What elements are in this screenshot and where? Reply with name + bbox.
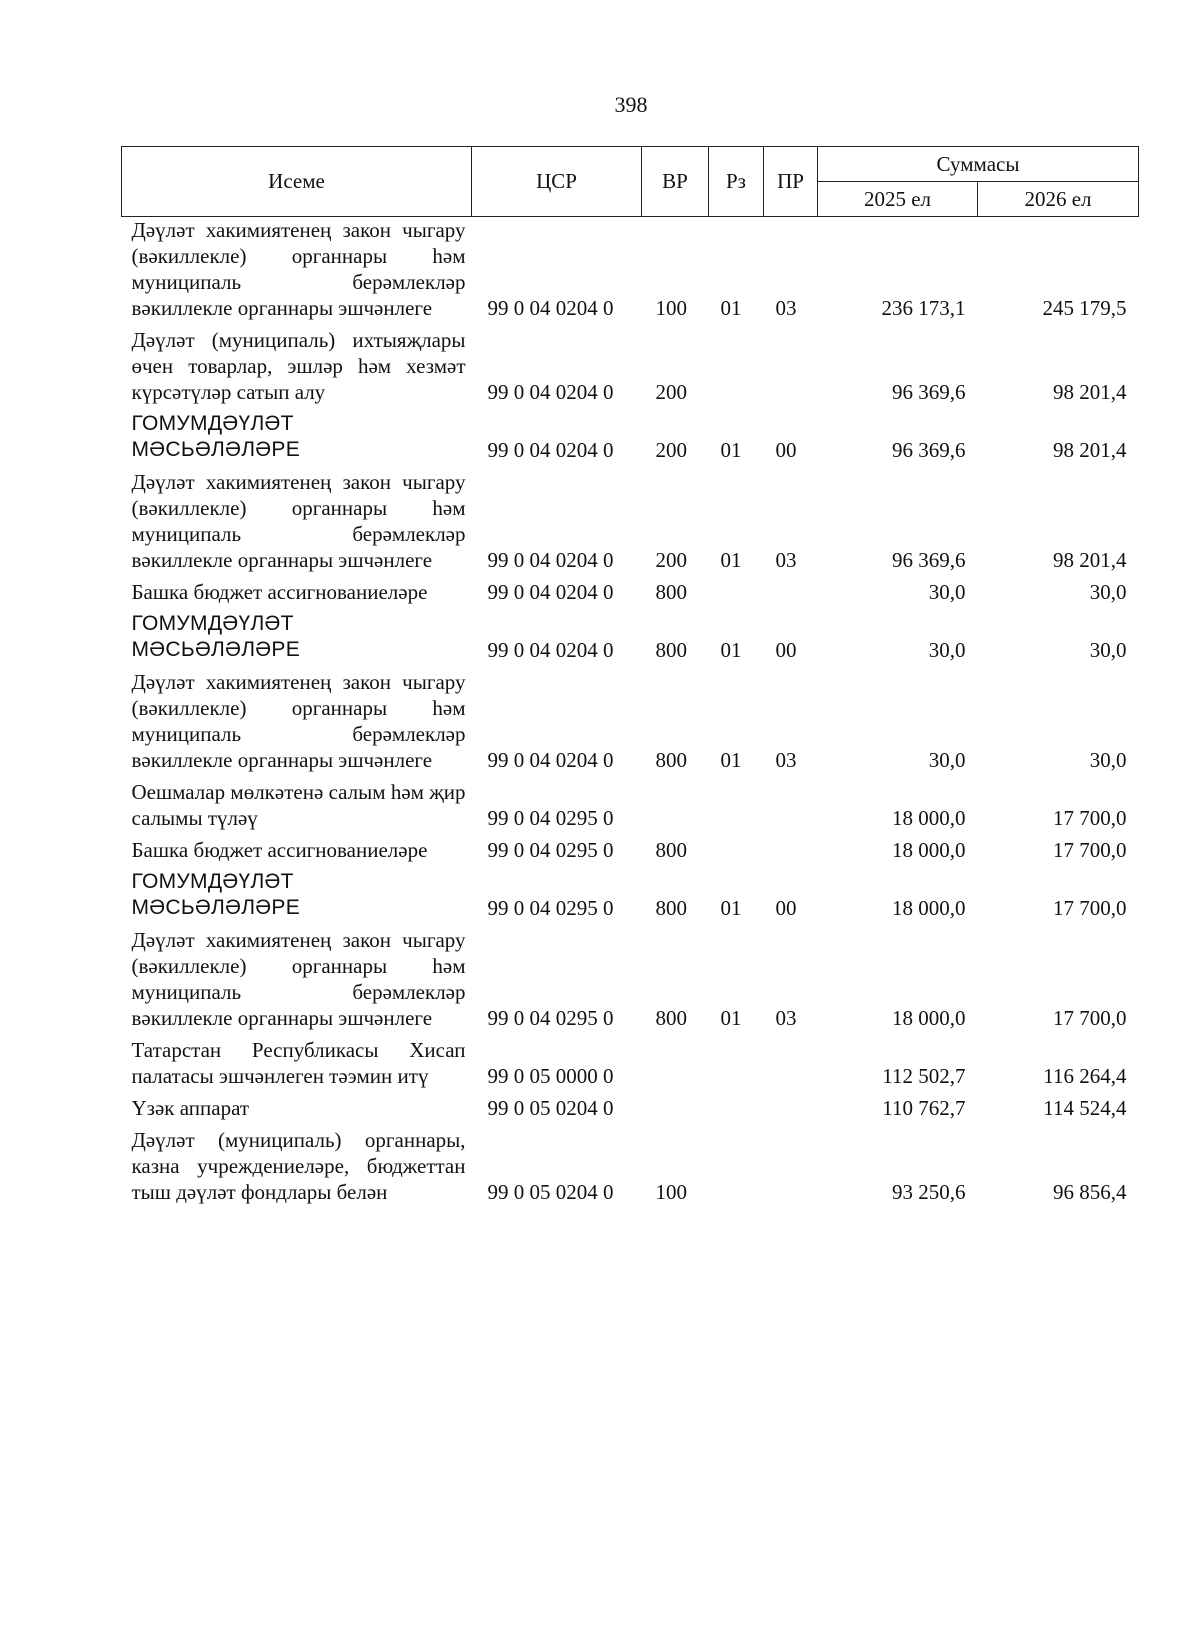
- table-row: [122, 669, 1139, 779]
- table-row: [122, 1127, 1139, 1211]
- row-name: Дәүләт хакимиятенең закон чыгару (вәкиллекле) органнары һәм муниципаль берәмлекләр вәкиллекле органнары эшчәнлеге: [131, 470, 466, 572]
- row-pr: [764, 1127, 818, 1211]
- row-vr: [642, 1037, 709, 1095]
- row-name: Дәүләт хакимиятенең закон чыгару (вәкиллекле) органнары һәм муниципаль берәмлекләр вәкиллекле органнары эшчәнлеге: [131, 928, 466, 1030]
- row-name: Оешмалар мөлкәтенә салым һәм җир салымы түләү: [131, 780, 466, 830]
- row-pr: [764, 837, 818, 869]
- row-amount-2025: 18 000,0: [892, 896, 966, 920]
- table-row: [122, 1037, 1139, 1095]
- row-amount-2026: 114 524,4: [1043, 1096, 1127, 1120]
- column-header-2026: 2026 ел: [978, 182, 1139, 217]
- table-row: [122, 611, 1139, 669]
- row-rz: [709, 327, 764, 411]
- row-vr: 100: [655, 1180, 687, 1204]
- row-rz: 01: [720, 1006, 742, 1030]
- row-vr: 200: [655, 380, 687, 404]
- row-csr: 99 0 04 0204 0: [487, 748, 614, 772]
- row-vr: 800: [655, 1006, 687, 1030]
- row-csr: 99 0 04 0295 0: [487, 838, 614, 862]
- row-amount-2025: 18 000,0: [892, 806, 966, 830]
- row-amount-2026: 30,0: [1089, 748, 1127, 772]
- row-amount-2026: 30,0: [1089, 580, 1127, 604]
- row-amount-2025: 18 000,0: [892, 1006, 966, 1030]
- row-rz: [709, 579, 764, 611]
- row-amount-2026: 17 700,0: [1053, 838, 1127, 862]
- row-rz: 01: [720, 296, 742, 320]
- budget-table: [121, 146, 1139, 1211]
- row-rz: [709, 779, 764, 837]
- row-csr: 99 0 04 0295 0: [487, 896, 614, 920]
- row-pr: 03: [775, 296, 797, 320]
- row-amount-2025: 93 250,6: [892, 1180, 966, 1204]
- row-csr: 99 0 05 0204 0: [487, 1096, 614, 1120]
- row-rz: 01: [720, 896, 742, 920]
- row-amount-2025: 96 369,6: [892, 380, 966, 404]
- table-body: [122, 217, 1139, 1212]
- row-csr: 99 0 04 0204 0: [487, 380, 614, 404]
- row-rz: 01: [720, 548, 742, 572]
- row-amount-2026: 98 201,4: [1053, 438, 1127, 462]
- row-csr: 99 0 04 0204 0: [487, 580, 614, 604]
- row-amount-2026: 116 264,4: [1043, 1064, 1127, 1088]
- row-name: ГОМУМДӘҮЛӘТ МӘСЬӘЛӘЛӘРЕ: [131, 870, 301, 919]
- row-amount-2025: 110 762,7: [882, 1096, 966, 1120]
- row-rz: [709, 1095, 764, 1127]
- row-pr: [764, 779, 818, 837]
- row-amount-2025: 30,0: [928, 748, 966, 772]
- column-header-sums: Суммасы: [818, 147, 1139, 182]
- row-csr: 99 0 04 0204 0: [487, 438, 614, 462]
- row-pr: 03: [775, 748, 797, 772]
- row-name: Дәүләт (муниципаль) ихтыяҗлары өчен товарлар, эшләр һәм хезмәт күрсәтүләр сатып алу: [131, 328, 466, 404]
- table-row: [122, 411, 1139, 469]
- row-vr: 800: [655, 580, 687, 604]
- row-pr: [764, 1037, 818, 1095]
- row-pr: 00: [775, 896, 797, 920]
- table-header: [122, 147, 1139, 217]
- column-header-pr: ПР: [764, 147, 818, 217]
- row-amount-2026: 30,0: [1089, 638, 1127, 662]
- row-pr: [764, 1095, 818, 1127]
- row-amount-2025: 30,0: [928, 580, 966, 604]
- row-rz: 01: [720, 638, 742, 662]
- row-rz: 01: [720, 748, 742, 772]
- row-amount-2025: 96 369,6: [892, 438, 966, 462]
- table-row: [122, 469, 1139, 579]
- row-amount-2026: 17 700,0: [1053, 1006, 1127, 1030]
- row-csr: 99 0 04 0295 0: [487, 806, 614, 830]
- row-name: Дәүләт хакимиятенең закон чыгару (вәкиллекле) органнары һәм муниципаль берәмлекләр вәкиллекле органнары эшчәнлеге: [131, 670, 466, 772]
- column-header-csr: ЦСР: [472, 147, 642, 217]
- row-pr: 00: [775, 638, 797, 662]
- row-amount-2026: 98 201,4: [1053, 548, 1127, 572]
- row-name: Дәүләт хакимиятенең закон чыгару (вәкиллекле) органнары һәм муниципаль берәмлекләр вәкиллекле органнары эшчәнлеге: [131, 218, 466, 320]
- table-row: [122, 579, 1139, 611]
- row-rz: 01: [720, 438, 742, 462]
- row-rz: [709, 1037, 764, 1095]
- column-header-rz: Рз: [709, 147, 764, 217]
- row-pr: 00: [775, 438, 797, 462]
- row-pr: 03: [775, 1006, 797, 1030]
- row-name: ГОМУМДӘҮЛӘТ МӘСЬӘЛӘЛӘРЕ: [131, 612, 301, 661]
- row-name: Башка бюджет ассигнованиеләре: [131, 838, 428, 862]
- page-number: 398: [614, 92, 648, 117]
- table-row: [122, 869, 1139, 927]
- row-name: ГОМУМДӘҮЛӘТ МӘСЬӘЛӘЛӘРЕ: [131, 412, 301, 461]
- table-row: [122, 1095, 1139, 1127]
- row-vr: [642, 1095, 709, 1127]
- row-amount-2026: 245 179,5: [1042, 296, 1127, 320]
- column-header-name: Исеме: [122, 147, 472, 217]
- row-vr: 200: [655, 438, 687, 462]
- row-amount-2026: 98 201,4: [1053, 380, 1127, 404]
- table-row: [122, 837, 1139, 869]
- row-pr: 03: [775, 548, 797, 572]
- row-vr: 800: [655, 896, 687, 920]
- row-pr: [764, 327, 818, 411]
- row-amount-2025: 96 369,6: [892, 548, 966, 572]
- row-csr: 99 0 04 0204 0: [487, 548, 614, 572]
- row-csr: 99 0 04 0204 0: [487, 638, 614, 662]
- row-amount-2025: 30,0: [928, 638, 966, 662]
- row-amount-2025: 236 173,1: [881, 296, 966, 320]
- row-vr: 100: [655, 296, 687, 320]
- row-amount-2025: 112 502,7: [882, 1064, 966, 1088]
- table-row: [122, 327, 1139, 411]
- row-amount-2026: 17 700,0: [1053, 806, 1127, 830]
- row-pr: [764, 579, 818, 611]
- row-vr: [642, 779, 709, 837]
- row-name: Татарстан Республикасы Хисап палатасы эшчәнлеген тәэмин итү: [131, 1038, 466, 1088]
- row-vr: 800: [655, 838, 687, 862]
- row-name: Башка бюджет ассигнованиеләре: [131, 580, 428, 604]
- column-header-vr: ВР: [642, 147, 709, 217]
- row-name: Дәүләт (муниципаль) органнары, казна учреждениеләре, бюджеттан тыш дәүләт фондлары белән: [131, 1128, 466, 1204]
- row-amount-2025: 18 000,0: [892, 838, 966, 862]
- row-csr: 99 0 05 0204 0: [487, 1180, 614, 1204]
- row-amount-2026: 17 700,0: [1053, 896, 1127, 920]
- column-header-2025: 2025 ел: [818, 182, 978, 217]
- row-vr: 800: [655, 638, 687, 662]
- table-row: [122, 779, 1139, 837]
- row-name: Үзәк аппарат: [131, 1096, 250, 1120]
- row-rz: [709, 1127, 764, 1211]
- table-row: [122, 927, 1139, 1037]
- row-csr: 99 0 04 0204 0: [487, 296, 614, 320]
- row-rz: [709, 837, 764, 869]
- row-amount-2026: 96 856,4: [1053, 1180, 1127, 1204]
- row-vr: 800: [655, 748, 687, 772]
- table-row: [122, 217, 1139, 328]
- row-vr: 200: [655, 548, 687, 572]
- row-csr: 99 0 04 0295 0: [487, 1006, 614, 1030]
- row-csr: 99 0 05 0000 0: [487, 1064, 614, 1088]
